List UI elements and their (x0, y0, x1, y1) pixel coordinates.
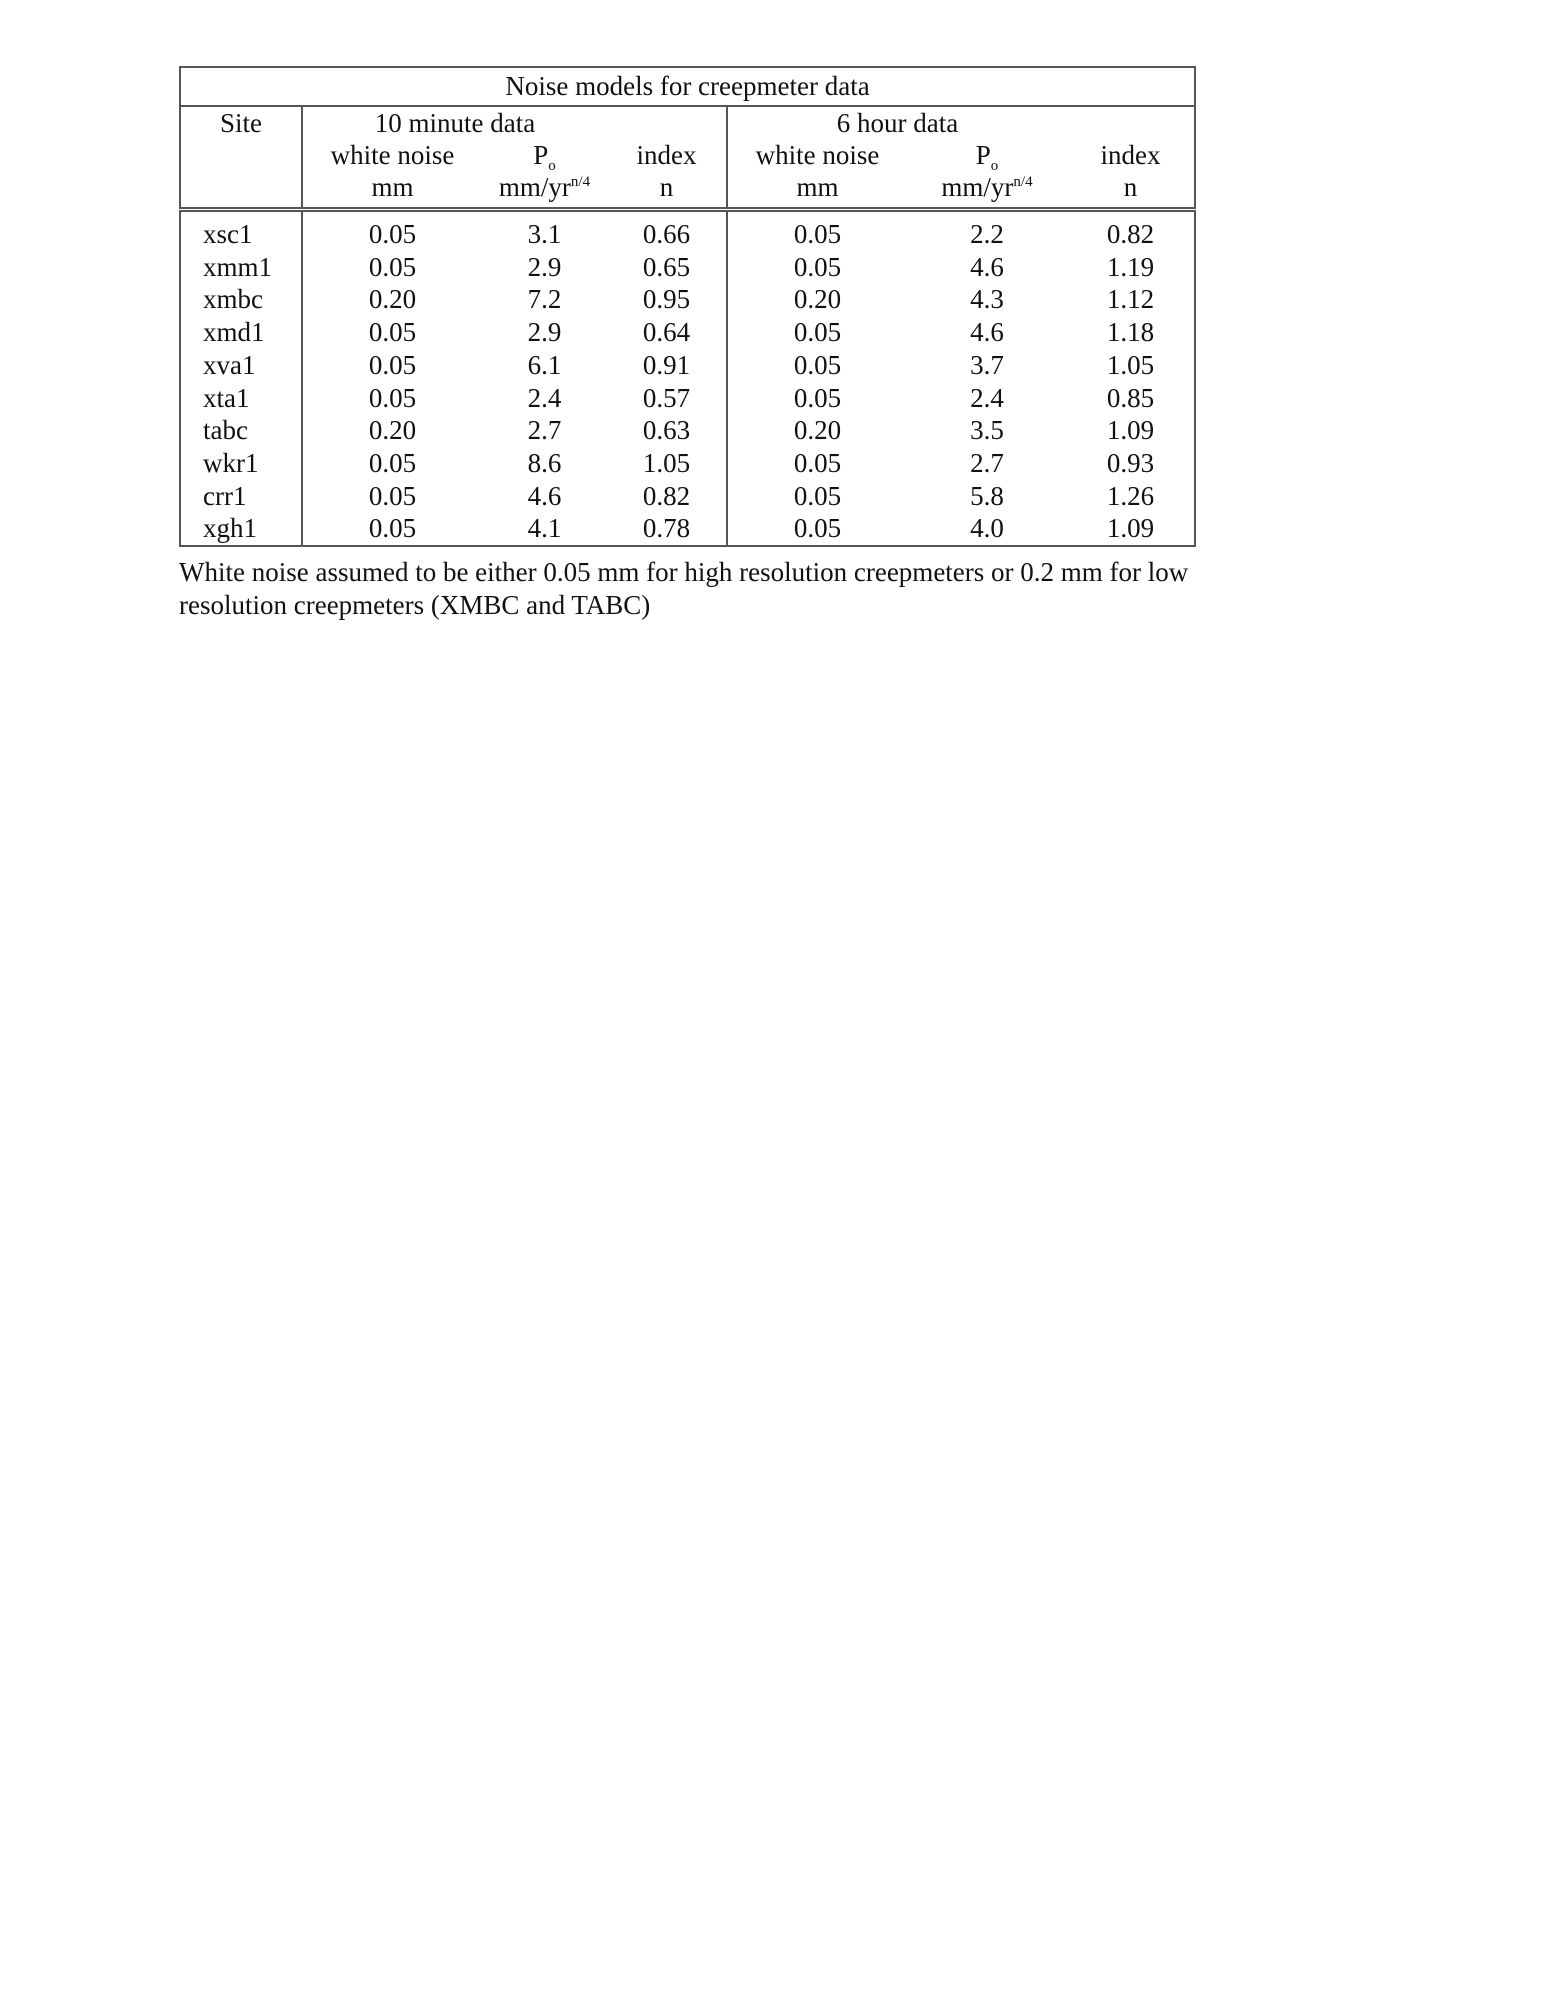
p-6hour-cell: 2.2 (970, 219, 1004, 249)
table-row (180, 210, 1195, 251)
table-row (180, 251, 1195, 284)
white-noise-10min-cell: 0.05 (368, 382, 417, 413)
index-6hour-cell: 1.12 (1106, 284, 1155, 315)
site-cell: tabc (180, 414, 302, 447)
unit-index-10min: n (607, 171, 727, 210)
index-10min-cell: 0.78 (607, 512, 727, 546)
table-row (180, 512, 1195, 546)
index-6hour-cell: 1.09 (1106, 415, 1155, 446)
noise-models-table (179, 66, 1196, 547)
p-10min-cell: 6.1 (527, 349, 562, 380)
site-cell: xva1 (180, 349, 302, 382)
index-6hour-cell: 0.85 (1106, 382, 1155, 413)
white-noise-10min-cell: 0.05 (368, 447, 417, 478)
p-10min-cell: 4.6 (527, 480, 562, 511)
index-10min-cell: 0.82 (607, 480, 727, 513)
site-cell: xgh1 (180, 512, 302, 546)
white-noise-6hour-cell: 0.05 (793, 382, 842, 413)
table-row (180, 349, 1195, 382)
white-noise-6hour-cell: 0.05 (793, 349, 842, 380)
index-10min-cell: 0.66 (607, 210, 727, 251)
white-noise-10min-cell: 0.05 (368, 251, 417, 282)
unit-index-6hour: n (1067, 171, 1195, 210)
p-6hour-cell: 4.3 (970, 284, 1004, 315)
col-header-p-10min: $P_o$ (533, 140, 556, 174)
white-noise-6hour-cell: 0.05 (793, 219, 842, 249)
site-cell: xsc1 (180, 210, 302, 251)
index-6hour-cell: 1.18 (1106, 317, 1155, 348)
white-noise-10min-cell: 0.20 (368, 284, 417, 315)
p-10min-cell: 8.6 (527, 447, 562, 478)
col-header-white-noise-10min: white noise (330, 140, 455, 170)
index-10min-cell: 1.05 (607, 447, 727, 480)
white-noise-6hour-cell: 0.05 (793, 317, 842, 348)
site-cell: crr1 (180, 480, 302, 513)
white-noise-10min-cell: 0.05 (368, 349, 417, 380)
site-header: Site (180, 106, 302, 139)
table-row (180, 414, 1195, 447)
unit-p-6hour: $mm/yr^{n/4}$ (907, 171, 1067, 210)
p-6hour-cell: 2.7 (970, 447, 1004, 478)
white-noise-6hour-cell: 0.20 (793, 284, 842, 315)
col-header-white-noise-6hour: white noise (755, 140, 880, 170)
p-6hour-cell: 3.7 (970, 349, 1004, 380)
table-row (180, 447, 1195, 480)
index-6hour-cell: 0.93 (1106, 447, 1155, 478)
index-6hour-cell: 1.19 (1106, 251, 1155, 282)
white-noise-6hour-cell: 0.05 (793, 513, 842, 544)
p-6hour-cell: 2.4 (970, 382, 1004, 413)
p-10min-cell: 7.2 (527, 284, 562, 315)
white-noise-6hour-cell: 0.05 (793, 251, 842, 282)
index-10min-cell: 0.64 (607, 316, 727, 349)
white-noise-10min-cell: 0.05 (368, 219, 417, 249)
p-10min-cell: 2.9 (527, 317, 562, 348)
p-6hour-cell: 4.0 (970, 513, 1004, 544)
site-cell: xta1 (180, 382, 302, 415)
unit-white-noise-6hour: mm (727, 171, 907, 210)
site-cell: wkr1 (180, 447, 302, 480)
index-6hour-cell: 1.09 (1106, 513, 1155, 544)
group-header-6hour: 6 hour data (836, 108, 959, 138)
index-6hour-cell: 0.82 (1106, 219, 1155, 249)
col-header-index-10min: index (607, 139, 727, 171)
p-6hour-cell: 3.5 (970, 415, 1004, 446)
p-10min-cell: 2.4 (527, 382, 562, 413)
site-cell: xmbc (180, 283, 302, 316)
table-row (180, 480, 1195, 513)
p-6hour-cell: 4.6 (970, 251, 1004, 282)
white-noise-10min-cell: 0.20 (368, 415, 417, 446)
unit-white-noise-10min: mm (302, 171, 482, 210)
site-cell: xmd1 (180, 316, 302, 349)
table-row (180, 382, 1195, 415)
white-noise-10min-cell: 0.05 (368, 513, 417, 544)
col-header-index-6hour: index (1100, 140, 1161, 170)
p-6hour-cell: 4.6 (970, 317, 1004, 348)
table-row (180, 283, 1195, 316)
site-cell: xmm1 (180, 251, 302, 284)
p-10min-cell: 3.1 (527, 219, 562, 249)
p-10min-cell: 2.7 (527, 415, 562, 446)
index-10min-cell: 0.57 (607, 382, 727, 415)
index-6hour-cell: 1.26 (1106, 480, 1155, 511)
table-body (180, 210, 1195, 547)
p-6hour-cell: 5.8 (970, 480, 1004, 511)
unit-p-10min: $mm/yr^{n/4}$ (482, 171, 607, 210)
white-noise-6hour-cell: 0.20 (793, 415, 842, 446)
noise-models-table-container (179, 66, 1194, 547)
white-noise-10min-cell: 0.05 (368, 317, 417, 348)
index-10min-cell: 0.63 (607, 414, 727, 447)
table-row (180, 316, 1195, 349)
table-footnote: White noise assumed to be either 0.05 mm for high resolution creepmeters or 0.2 mm for low resolution creepmeters (XMBC and TABC) (179, 557, 1189, 620)
white-noise-6hour-cell: 0.05 (793, 480, 842, 511)
table-title: Noise models for creepmeter data (180, 67, 1195, 106)
p-10min-cell: 4.1 (527, 513, 562, 544)
group-header-10min: 10 minute data (374, 108, 536, 138)
white-noise-10min-cell: 0.05 (368, 480, 417, 511)
white-noise-6hour-cell: 0.05 (793, 447, 842, 478)
index-10min-cell: 0.65 (607, 251, 727, 284)
index-10min-cell: 0.91 (607, 349, 727, 382)
p-10min-cell: 2.9 (527, 251, 562, 282)
index-6hour-cell: 1.05 (1106, 349, 1155, 380)
col-header-p-6hour: $P_o$ (975, 140, 999, 174)
index-10min-cell: 0.95 (607, 283, 727, 316)
